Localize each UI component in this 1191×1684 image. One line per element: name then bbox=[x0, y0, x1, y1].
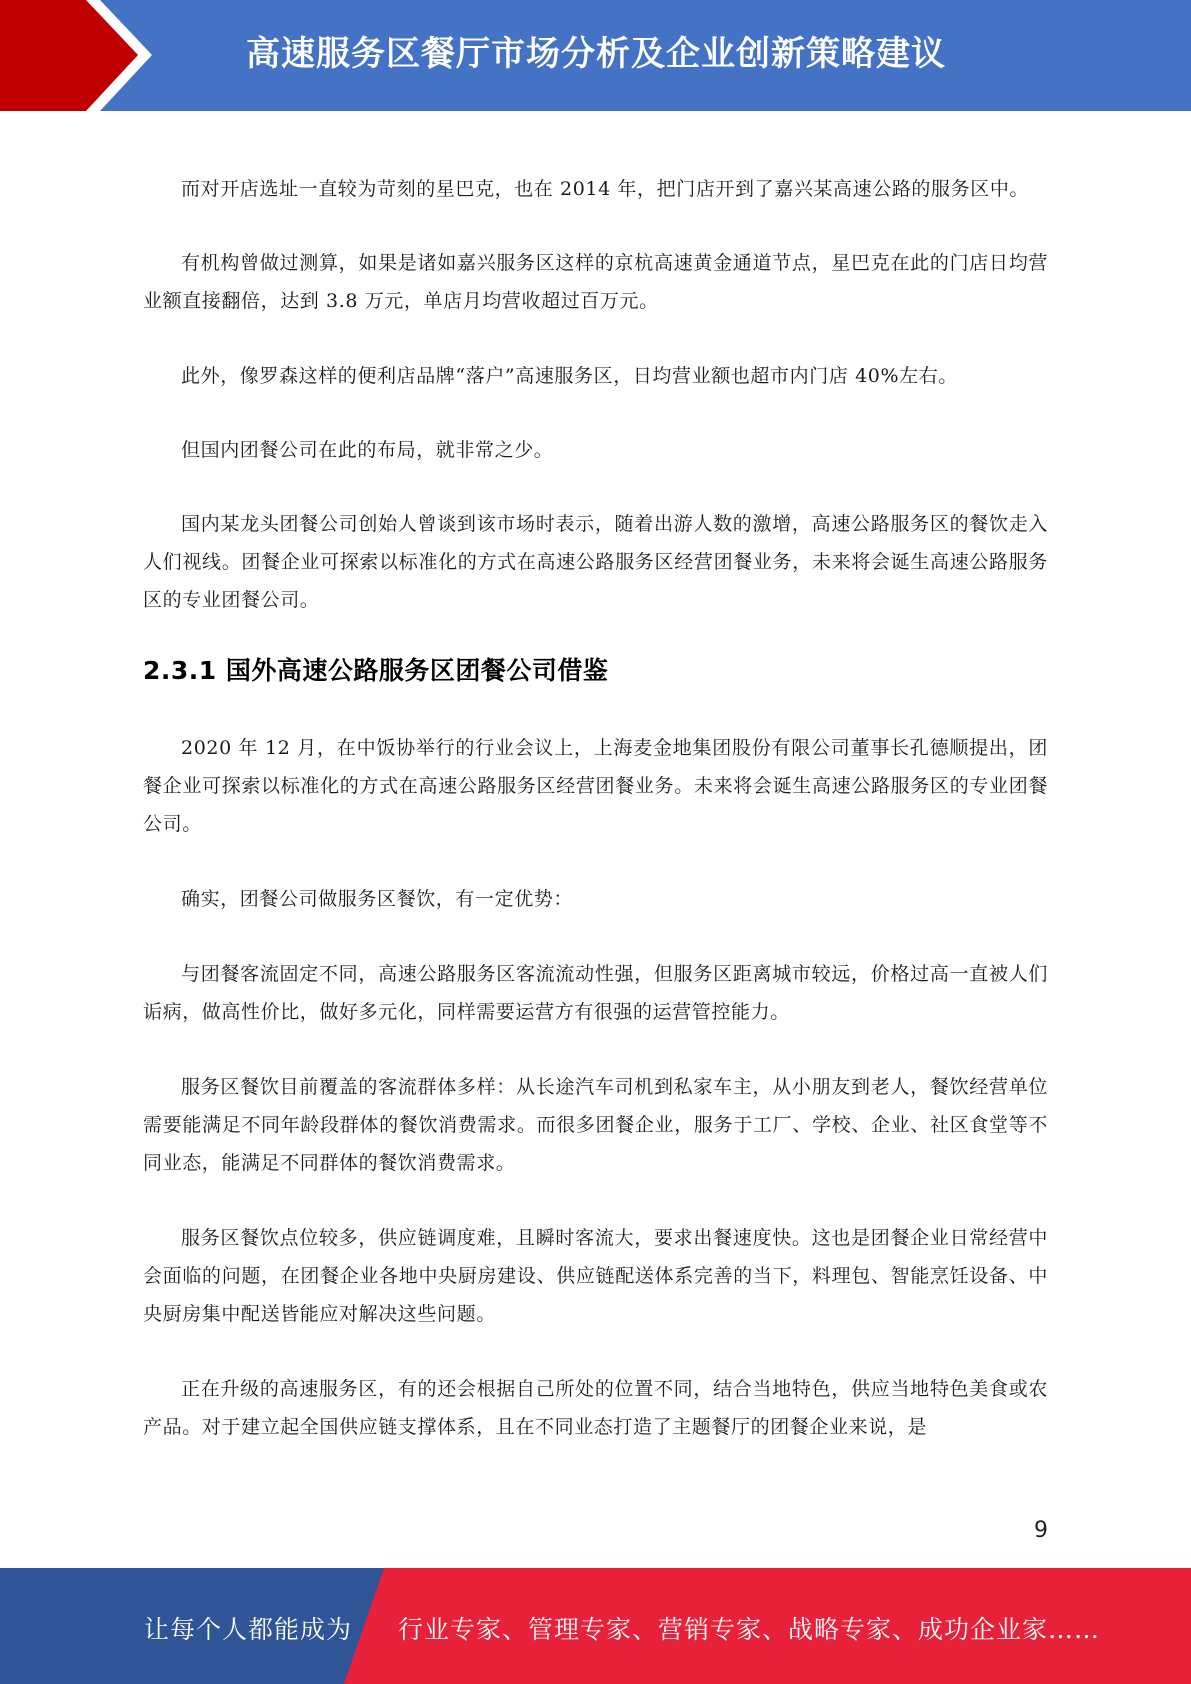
paragraph: 但国内团餐公司在此的布局，就非常之少。 bbox=[181, 439, 554, 461]
paragraph: 服务区餐饮点位较多，供应链调度难，且瞬时客流大，要求出餐速度快。这也是团餐企业日常经营中会面临的问题，在团餐企业各地中央厨房建设、供应链配送体系完善的当下，料理包、智能烹饪设备、中央厨房集中配送皆能应对解决这些问题。 bbox=[143, 1227, 1048, 1325]
section-heading: 2.3.1 国外高速公路服务区团餐公司借鉴 bbox=[143, 656, 609, 685]
paragraph: 此外，像罗森这样的便利店品牌“落户”高速服务区，日均营业额也超市内门店 40%左右。 bbox=[181, 365, 958, 387]
main-content bbox=[143, 170, 1048, 1483]
paragraph: 正在升级的高速服务区，有的还会根据自己所处的位置不同，结合当地特色，供应当地特色美食或农产品。对于建立起全国供应链支撑体系，且在不同业态打造了主题餐厅的团餐企业来说，是 bbox=[143, 1378, 1048, 1438]
paragraph: 与团餐客流固定不同，高速公路服务区客流流动性强，但服务区距离城市较远，价格过高一直被人们诟病，做高性价比，做好多元化，同样需要运营方有很强的运营管控能力。 bbox=[143, 963, 1048, 1023]
paragraph: 2020 年 12 月，在中饭协举行的行业会议上，上海麦金地集团股份有限公司董事长孔德顺提出，团餐企业可探索以标准化的方式在高速公路服务区经营团餐业务。未来将会诞生高速公路服务区的专业团餐公司。 bbox=[143, 737, 1048, 835]
footer-slogan-right: 行业专家、管理专家、营销专家、战略专家、成功企业家…… bbox=[398, 1615, 1101, 1644]
page-number: 9 bbox=[1034, 1518, 1048, 1543]
page-header bbox=[0, 0, 1191, 111]
paragraph: 服务区餐饮目前覆盖的客流群体多样：从长途汽车司机到私家车主，从小朋友到老人，餐饮经营单位需要能满足不同年龄段群体的餐饮消费需求。而很多团餐企业，服务于工厂、学校、企业、社区食堂等不同业态，能满足不同群体的餐饮消费需求。 bbox=[143, 1076, 1048, 1174]
paragraph: 国内某龙头团餐公司创始人曾谈到该市场时表示，随着出游人数的激增，高速公路服务区的餐饮走入人们视线。团餐企业可探索以标准化的方式在高速公路服务区经营团餐业务，未来将会诞生高速公路服务区的专业团餐公司。 bbox=[143, 513, 1048, 611]
page-footer bbox=[0, 1568, 1191, 1684]
document-title: 高速服务区餐厅市场分析及企业创新策略建议 bbox=[246, 34, 946, 74]
paragraph: 有机构曾做过测算，如果是诸如嘉兴服务区这样的京杭高速黄金通道节点，星巴克在此的门店日均营业额直接翻倍，达到 3.8 万元，单店月均营收超过百万元。 bbox=[143, 252, 1048, 312]
paragraph: 而对开店选址一直较为苛刻的星巴克，也在 2014 年，把门店开到了嘉兴某高速公路的服务区中。 bbox=[181, 178, 1030, 200]
footer-slogan-left: 让每个人都能成为 bbox=[144, 1615, 353, 1644]
paragraph: 确实，团餐公司做服务区餐饮，有一定优势： bbox=[181, 888, 574, 910]
